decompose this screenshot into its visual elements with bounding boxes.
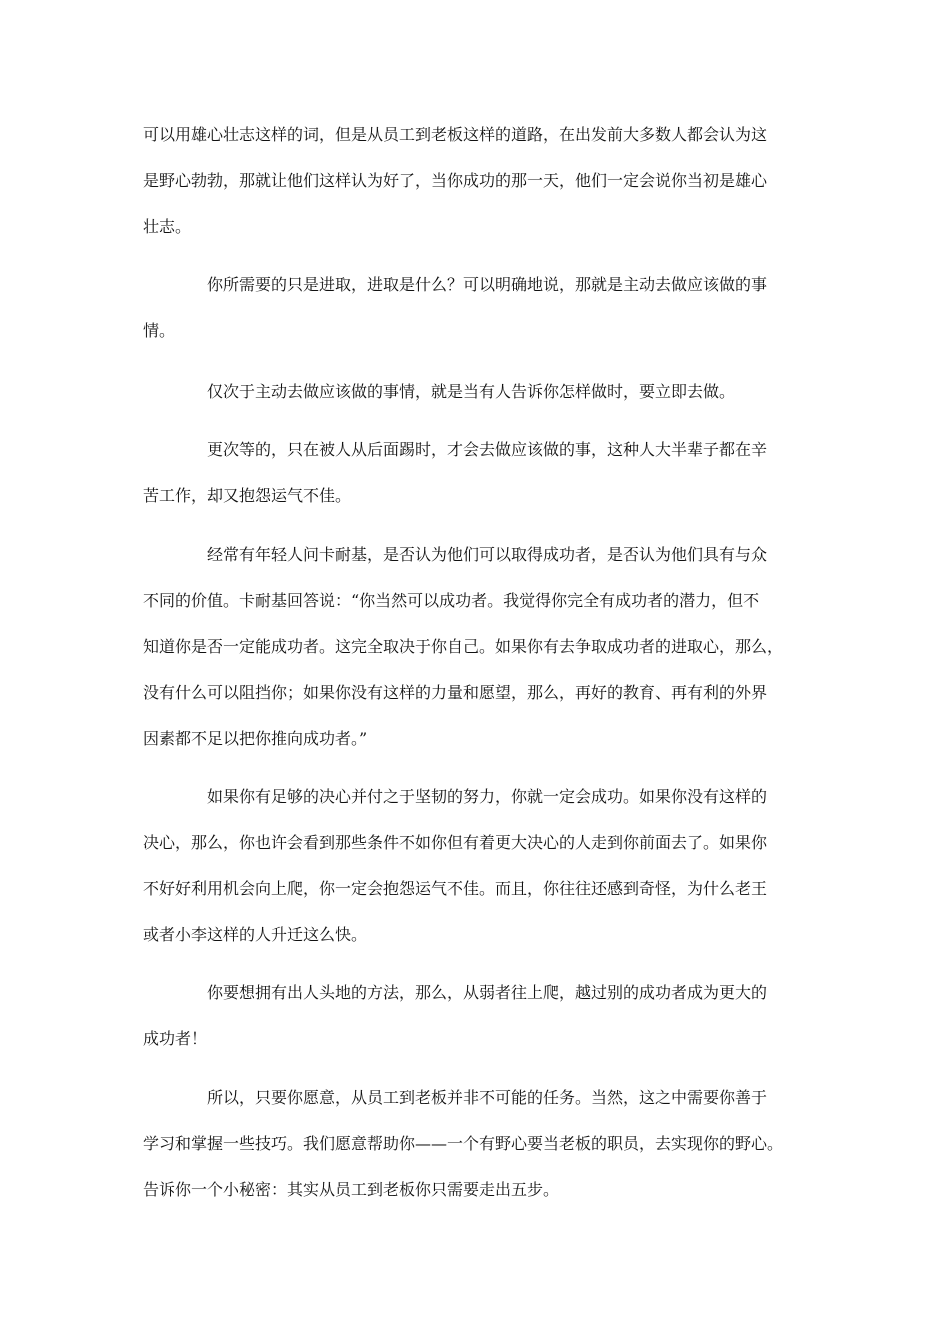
- text-line: 知道你是否一定能成功者。这完全取决于你自己。如果你有去争取成功者的进取心，那么，: [143, 637, 784, 656]
- text-line: 你所需要的只是进取，进取是什么？可以明确地说，那就是主动去做应该做的事: [207, 275, 768, 294]
- text-line: 没有什么可以阻挡你；如果你没有这样的力量和愿望，那么，再好的教育、再有利的外界: [143, 683, 768, 702]
- text-line: 你要想拥有出人头地的方法，那么，从弱者往上爬，越过别的成功者成为更大的: [207, 983, 768, 1002]
- text-line: 或者小李这样的人升迁这么快。: [143, 925, 368, 944]
- paragraph: [143, 427, 815, 519]
- paragraph: [143, 112, 815, 250]
- paragraph: [143, 970, 815, 1062]
- text-line: 决心，那么，你也许会看到那些条件不如你但有着更大决心的人走到你前面去了。如果你: [143, 833, 768, 852]
- text-line: 经常有年轻人问卡耐基，是否认为他们可以取得成功者，是否认为他们具有与众: [207, 545, 768, 564]
- paragraph: [143, 774, 815, 958]
- paragraph: [143, 369, 815, 415]
- text-line: 苦工作，却又抱怨运气不佳。: [143, 486, 352, 505]
- text-line: 成功者！: [143, 1029, 208, 1048]
- text-line: 壮志。: [143, 217, 192, 236]
- text-line: 更次等的，只在被人从后面踢时，才会去做应该做的事，这种人大半辈子都在辛: [207, 440, 768, 459]
- text-line: 告诉你一个小秘密：其实从员工到老板你只需要走出五步。: [143, 1180, 560, 1199]
- text-line: 不好好利用机会向上爬，你一定会抱怨运气不佳。而且，你往往还感到奇怪，为什么老王: [143, 879, 768, 898]
- text-line: 学习和掌握一些技巧。我们愿意帮助你——一个有野心要当老板的职员，去实现你的野心。: [143, 1134, 784, 1153]
- paragraph: [143, 262, 815, 354]
- text-line: 如果你有足够的决心并付之于坚韧的努力，你就一定会成功。如果你没有这样的: [207, 787, 768, 806]
- text-line: 所以，只要你愿意，从员工到老板并非不可能的任务。当然，这之中需要你善于: [207, 1088, 768, 1107]
- text-line: 可以用雄心壮志这样的词，但是从员工到老板这样的道路，在出发前大多数人都会认为这: [143, 125, 768, 144]
- text-line: 仅次于主动去做应该做的事情，就是当有人告诉你怎样做时，要立即去做。: [207, 382, 736, 401]
- text-line: 情。: [143, 321, 176, 340]
- paragraph: [143, 1075, 815, 1213]
- text-line: 不同的价值。卡耐基回答说：“你当然可以成功者。我觉得你完全有成功者的潜力，但不: [143, 591, 760, 610]
- text-line: 因素都不足以把你推向成功者。”: [143, 729, 368, 748]
- text-line: 是野心勃勃，那就让他们这样认为好了，当你成功的那一天，他们一定会说你当初是雄心: [143, 171, 768, 190]
- paragraph: [143, 532, 815, 762]
